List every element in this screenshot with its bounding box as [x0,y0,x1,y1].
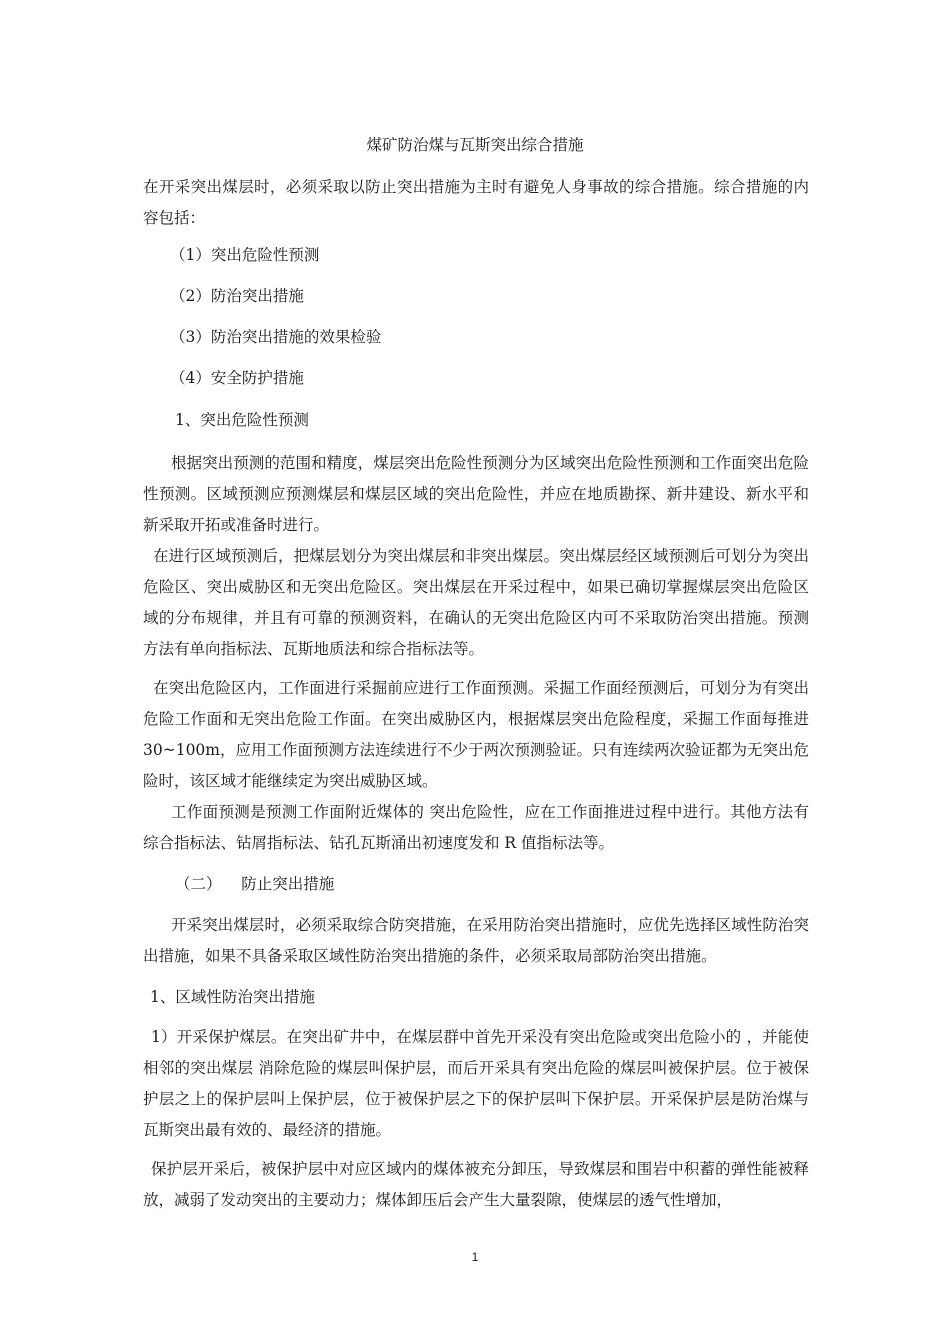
paragraph: 保护层开采后，被保护层中对应区域内的煤体被充分卸压，导致煤层和围岩中积蓄的弹性能被释放，减弱了发动突出的主要动力；煤体卸压后会产生大量裂隙，使煤层的透气性增加， [143,1160,809,1209]
paragraph: 工作面预测是预测工作面附近煤体的 突出危险性，应在工作面推进过程中进行。其他方法有综合指标法、钻屑指标法、钻孔瓦斯涌出初速度发和 R 值指标法等。 [143,803,809,852]
list-item: （3）防治突出措施的效果检验 [170,328,382,346]
section-heading: 1、突出危险性预测 [175,411,309,429]
intro-paragraph: 在开采突出煤层时，必须采取以防止突出措施为主时有避免人身事故的综合措施。综合措施的内容包括： [143,178,809,227]
paragraph: 根据突出预测的范围和精度，煤层突出危险性预测分为区域突出危险性预测和工作面突出危险性预测。区域预测应预测煤层和煤层区域的突出危险性，并应在地质勘探、新井建设、新水平和新采取开拓或准备时进行。 [143,454,809,534]
section-heading: （二） 防止突出措施 [175,875,335,893]
paragraph: 1）开采保护煤层。在突出矿井中，在煤层群中首先开采没有突出危险或突出危险小的 ，并能使相邻的突出煤层 消除危险的煤层叫保护层，而后开采具有突出危险的煤层叫被保护层。位于被保护层之上的保护层叫上保护层，位于被保护层之下的保护层叫下保护层。开采保护层是防治煤与瓦斯突出最有效的、最经济的措施。 [143,1028,809,1139]
list-item: （2）防治突出措施 [170,287,304,305]
list-item: （1）突出危险性预测 [170,246,320,264]
paragraph: 在进行区域预测后，把煤层划分为突出煤层和非突出煤层。突出煤层经区域预测后可划分为突出危险区、突出威胁区和无突出危险区。突出煤层在开采过程中，如果已确切掌握煤层突出危险区域的分布规律，并且有可靠的预测资料，在确认的无突出危险区内可不采取防治突出措施。预测方法有单向指标法、瓦斯地质法和综合指标法等。 [143,547,809,658]
document-title: 煤矿防治煤与瓦斯突出综合措施 [366,136,584,154]
list-item: （4）安全防护措施 [170,369,304,387]
paragraph: 在突出危险区内，工作面进行采掘前应进行工作面预测。采掘工作面经预测后，可划分为有突出危险工作面和无突出危险工作面。在突出威胁区内，根据煤层突出危险程度，采掘工作面每推进 30~100m，应用工作面预测方法连续进行不少于两次预测验证。只有连续两次验证都为无突出危险时，该区域才能继续定为突出威胁区域。 [143,679,809,790]
paragraph: 开采突出煤层时，必须采取综合防突措施，在采用防治突出措施时，应优先选择区域性防治突出措施，如果不具备采取区域性防治突出措施的条件，必须采取局部防治突出措施。 [143,916,809,965]
sub-heading: 1、区域性防治突出措施 [150,988,315,1006]
page-number: 1 [471,1250,479,1264]
